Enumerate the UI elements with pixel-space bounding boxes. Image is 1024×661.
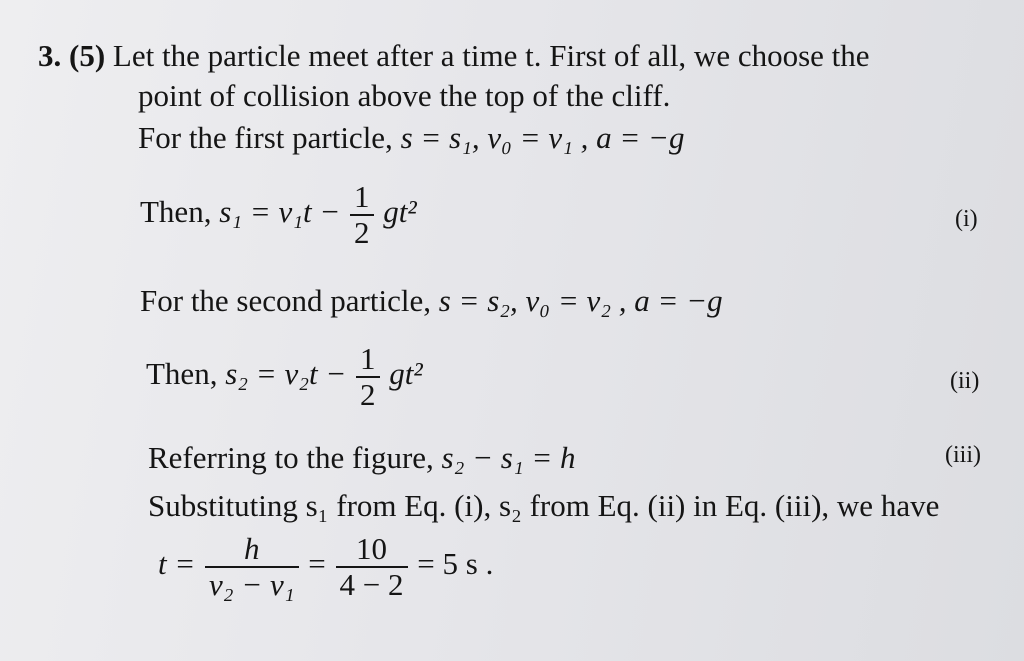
first-eq-numerator: 1 (354, 179, 370, 214)
first-particle-intro: For the first particle, (138, 120, 393, 155)
first-eq-denominator: 2 (354, 215, 370, 251)
result-equals: = (308, 546, 326, 582)
eq-label-ii: (ii) (950, 368, 980, 394)
first-particle-line (138, 120, 684, 156)
second-particle-intro: For the second particle, (140, 283, 431, 318)
second-particle-line (140, 283, 723, 319)
second-eq-fraction (356, 342, 380, 412)
second-eq-numerator: 1 (360, 341, 376, 376)
result-fraction-2-numerator: 10 (356, 531, 388, 566)
problem-line-1: Let the particle meet after a time t. First of all, we choose the (112, 38, 870, 73)
eq-label-i: (i) (955, 206, 978, 232)
first-eq-fraction (350, 180, 374, 250)
figure-reference-text: Referring to the figure, (148, 440, 434, 475)
first-then: Then, (140, 194, 212, 230)
eq-label-iii: (iii) (945, 442, 981, 468)
problem-heading (38, 38, 870, 74)
second-particle-conditions: s = s₂, v₀ = v₂ , a = −g (438, 283, 723, 318)
result-fraction-2-denominator: 4 − 2 (339, 567, 404, 603)
problem-label: 3. (5) (38, 38, 106, 73)
first-particle-conditions: s = s₁, v₀ = v₁ , a = −g (400, 120, 685, 155)
substitution-line: Substituting s₁ from Eq. (i), s₂ from Eq. (ii) in Eq. (iii), we have (148, 488, 940, 523)
result-rhs: = 5 s . (417, 546, 494, 582)
result-fraction-1 (205, 532, 299, 602)
first-equation (140, 180, 417, 250)
second-equation (146, 342, 423, 412)
first-eq-lhs: s₁ = v₁t − (219, 194, 341, 230)
result-lhs: t = (158, 546, 196, 582)
result-equation (158, 532, 493, 602)
first-eq-tail: gt² (383, 194, 417, 230)
result-fraction-2 (336, 532, 408, 602)
second-eq-denominator: 2 (360, 377, 376, 413)
figure-reference-line (148, 440, 576, 476)
problem-line-2: point of collision above the top of the cliff. (138, 78, 671, 113)
second-eq-lhs: s₂ = v₂t − (225, 356, 347, 392)
result-fraction-1-numerator: h (244, 531, 260, 566)
result-fraction-1-denominator: v₂ − v₁ (209, 567, 295, 603)
figure-reference-equation: s₂ − s₁ = h (441, 440, 576, 475)
second-eq-tail: gt² (389, 356, 423, 392)
second-then: Then, (146, 356, 218, 392)
